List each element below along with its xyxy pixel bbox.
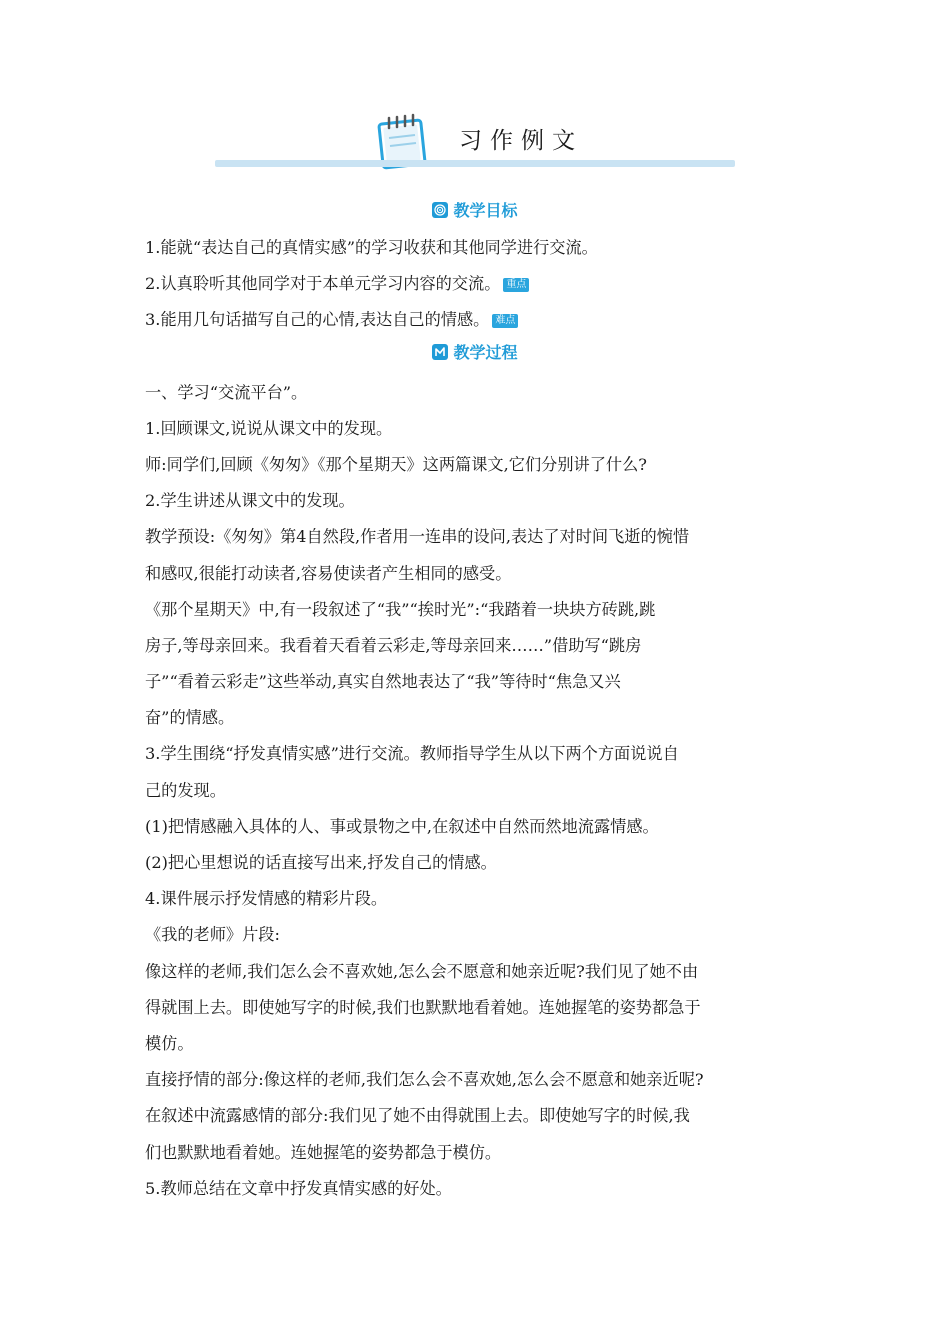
process-line: 直接抒情的部分:像这样的老师,我们怎么会不喜欢她,怎么会不愿意和她亲近呢? <box>145 1070 704 1090</box>
header-rule <box>215 160 735 167</box>
page-title: 习作例文 <box>459 128 583 154</box>
process-line: 模仿。 <box>145 1033 194 1053</box>
process-line: 师:同学们,回顾《匆匆》《那个星期天》这两篇课文,它们分别讲了什么? <box>145 454 647 474</box>
process-line: 2.学生讲述从课文中的发现。 <box>145 491 355 511</box>
process-line: 在叙述中流露感情的部分:我们见了她不由得就围上去。即使她写字的时候,我 <box>145 1106 690 1126</box>
process-line: 《那个星期天》中,有一段叙述了“我”“挨时光”:“我踏着一块块方砖跳,跳 <box>145 599 656 619</box>
process-line: (1)把情感融入具体的人、事或景物之中,在叙述中自然而然地流露情感。 <box>145 816 659 836</box>
process-line: 《我的老师》片段: <box>145 925 280 945</box>
process-line: 1.回顾课文,说说从课文中的发现。 <box>145 418 393 438</box>
key-point-badge: 重点 <box>503 278 529 292</box>
goal-item: 3.能用几句话描写自己的心情,表达自己的情感。 难点 <box>145 302 815 338</box>
goals-heading <box>0 198 950 221</box>
process-line: 教学预设:《匆匆》第4自然段,作者用一连串的设问,表达了对时间飞逝的惋惜 <box>145 527 690 547</box>
lesson-body <box>145 230 815 1207</box>
process-line: (2)把心里想说的话直接写出来,抒发自己的情感。 <box>145 853 497 872</box>
section-gap <box>145 339 815 375</box>
process-line: 4.课件展示抒发情感的精彩片段。 <box>145 889 388 909</box>
process-line: 得就围上去。即使她写字的时候,我们也默默地看着她。连她握笔的姿势都急于 <box>145 997 701 1017</box>
process-line: 子”“看着云彩走”这些举动,真实自然地表达了“我”等待时“焦急又兴 <box>145 672 621 692</box>
goals-heading-label: 教学目标 <box>453 201 518 220</box>
process-line: 和感叹,很能打动读者,容易使读者产生相同的感受。 <box>145 563 512 583</box>
process-line: 己的发现。 <box>145 780 226 800</box>
process-line: 一、学习“交流平台”。 <box>145 382 308 402</box>
process-heading-label: 教学过程 <box>453 343 518 362</box>
goal-item: 1.能就“表达自己的真情实感”的学习收获和其他同学进行交流。 <box>145 238 598 257</box>
process-line: 5.教师总结在文章中抒发真情实感的好处。 <box>145 1178 452 1198</box>
difficulty-badge: 难点 <box>492 314 518 328</box>
process-line: 们也默默地看着她。连她握笔的姿势都急于模仿。 <box>145 1142 502 1162</box>
goal-item: 2.认真聆听其他同学对于本单元学习内容的交流。 重点 <box>145 266 815 302</box>
target-icon <box>432 202 448 218</box>
process-line: 像这样的老师,我们怎么会不喜欢她,怎么会不愿意和她亲近呢?我们见了她不由 <box>145 961 699 981</box>
process-line: 3.学生围绕“抒发真情实感”进行交流。教师指导学生从以下两个方面说说自 <box>145 744 679 764</box>
process-line: 房子,等母亲回来。我看着天看着云彩走,等母亲回来……”借助写“跳房 <box>145 635 642 655</box>
process-line: 奋”的情感。 <box>145 708 235 728</box>
page-header <box>215 112 735 172</box>
